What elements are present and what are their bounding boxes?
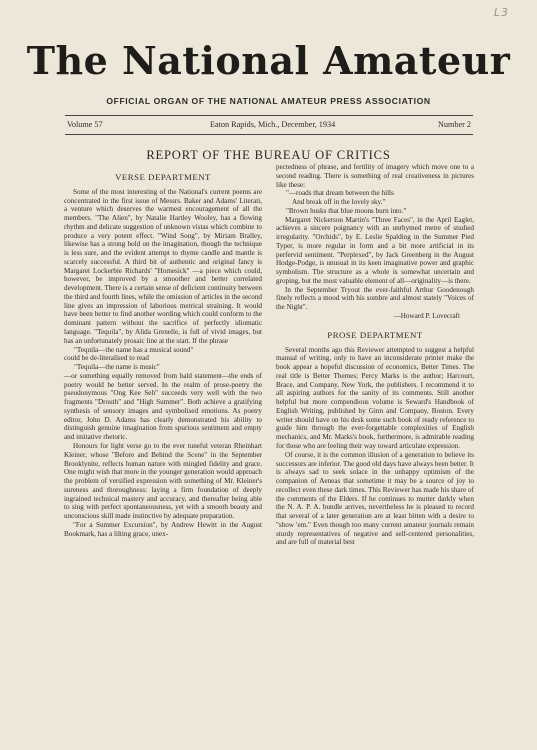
verse-quote: "—roads that dream between the hills: [286, 189, 394, 198]
verse-quote: "Tequila—the name is music": [74, 363, 160, 372]
verse-paragraph: Honours for light verse go to the ever tuneful veteran Rheinhart Kleiner, whose "Before and Behind the Scene" in the September Brooklynite, reflects human nature with mingled fidelity and grace. One might wish that more in the younger generation would approach the problem of versified expression with something of Mr. Kleiner's sureness and thoroughness: laying a firm foundation of deeply ingrained technical mastery and accuracy, and thereafter being able to sing with perfect spontaneousness, yet with a smooth beauty and unconscious skill made instinctive by adequate preparation.: [64, 441, 262, 521]
masthead-title: The National Amateur: [26, 38, 511, 83]
verse-quote: "Tequila—the name has a musical sound": [74, 345, 194, 354]
verse-paragraph: Some of the most interesting of the National's current poems are concentrated in the first issue of Messrs. Baker and Adams' Literati, a venture which deserves the warmest encouragement of all the members. "The Alien", by Natalie Hartley Wooley, has a flowing rhythm and delicate suggestion of unknown vistas which combine to produce a very potent effect. "Wind Song", by Miriam Bralley, likewise has a strong hold on the imagination, though the technique is less sure, and the evident attempt to rhyme candle and mantle is scarcely successful. A third bit of authentic and original fancy is Margaret Lockerbie Richards' "Homesick" —a piece which could, however, be improved by a smoother and better correlated development. There is a certain sense of deficient continuity between the third and fourth lines, while the omission of articles in the second line gives an impression of laborious metrical straining. It would have been better to find another wording which could conform to the dominant pattern without the sacrifice of perfectly idiomatic language. "Tequila", by Alida Grenelle, is full of vivid images, but has an unfortunately prosaic line at the start. If the phrase: [64, 187, 262, 345]
verse-paragraph: "For a Summer Excursion", by Andrew Hewitt in the August Bookmark, has a lilting grace, unex-: [64, 520, 262, 538]
pencil-annotation: L3: [493, 6, 509, 19]
author-signature: —Howard P. Lovecraft: [393, 312, 460, 321]
report-title: REPORT OF THE BUREAU OF CRITICS: [146, 148, 391, 162]
place-date-label: Eaton Rapids, Mich., December, 1934: [210, 120, 336, 129]
masthead-rule-top: [65, 115, 473, 116]
verse-paragraph: —or something equally removed from bald statement—the ends of poetry would be better served. In the realm of prose-poetry the pseudonymous "Ong Kee Seh" succeeds very well with the two fragments "Drouth" and "High Summer". Both achieve a gratifying synthesis of sensory images and symbolised emotions. As poetry editor, John D. Adams has clearly demonstrated his ability to distinguish genuine imagination from spurious sentiment and empty and imitative rhetoric.: [64, 371, 262, 442]
number-label: Number 2: [438, 120, 471, 129]
verse-quote: And break off in the lovely sky.": [292, 198, 386, 207]
right-column: [276, 163, 474, 547]
volume-label: Volume 57: [67, 120, 103, 129]
verse-paragraph: In the September Tryout the ever-faithful Arthur Goodenough finely reflects a mood with his sombre and almost stately "Voices of the Night".: [276, 285, 474, 312]
verse-department-heading: VERSE DEPARTMENT: [115, 172, 211, 182]
masthead-rule-bottom: [65, 134, 473, 135]
left-column: [64, 173, 262, 538]
verse-paragraph: pectedness of phrase, and fertility of imagery which move one to a second reading. There is something of real creativeness in pictures like these:: [276, 163, 474, 189]
prose-department-heading: PROSE DEPARTMENT: [327, 329, 423, 340]
official-organ-line: OFFICIAL ORGAN OF THE NATIONAL AMATEUR PRESS ASSOCIATION: [106, 96, 431, 106]
verse-paragraph: could be de-literalised to read: [64, 354, 149, 363]
prose-paragraph: Of course, it is the common illusion of a generation to believe its successors are inferior. The good old days have always been better. It is always sad to seek solace in the unhappy optimism of the companion of Aeneas that sometime it may be a source of joy to recollect even these dark times. This Reviewer has made his share of the comments of the Elders. If he continues to mutter darkly when the N. A. P. A. bundle arrives, nevertheless he is pleased to record that several of a later generation are at least bitten with a desire to "show 'em." Even though too many current amateur journals remain sturdy representatives of negative and self-centered personalities, and are full of material best: [276, 450, 474, 547]
prose-paragraph: Several months ago this Reviewer attempted to suggest a helpful manual of writing, only to have an inconsiderate printer make the book appear a hopeful discussion of economics, Better Times. The real title is Better Themes; Percy Marks is the author; Harcourt, Brace, and Company, New York, the publishers. I recommend it to all aspiring authors for the sanity of its comments. Still another helpful but more compendious volume is Seward's Handbook of English Writing, published by Ginn and Company, Boston. Every writer should have on his desk some such book of ready reference to guide him through the ever-forgettable complexities of English mechanics, and Mr. Marks's book, furthermore, is admirable reading for those who are feeling their way toward articulate expression.: [276, 345, 474, 450]
verse-quote: "Brown husks that blue moons burn into.": [286, 206, 407, 215]
verse-paragraph: Margaret Nickerson Martin's "Three Faces", in the April Eaglet, achieves a sincere poignancy with an unrhymed metre of studied irregularity. "Orchids", by E. Leslie Spalding in the Summer Pied Typer, is more regular in form and a bit more artificial in its perfervid sentiment. "Perplexed", by Jack Greenberg in the August Hodge-Podge, is unusual in its keen imaginative power and graphic symbolism. The structure as a whole is somewhat uncertain and groping, but the most valuable element of all—originality—is there.: [276, 215, 474, 285]
